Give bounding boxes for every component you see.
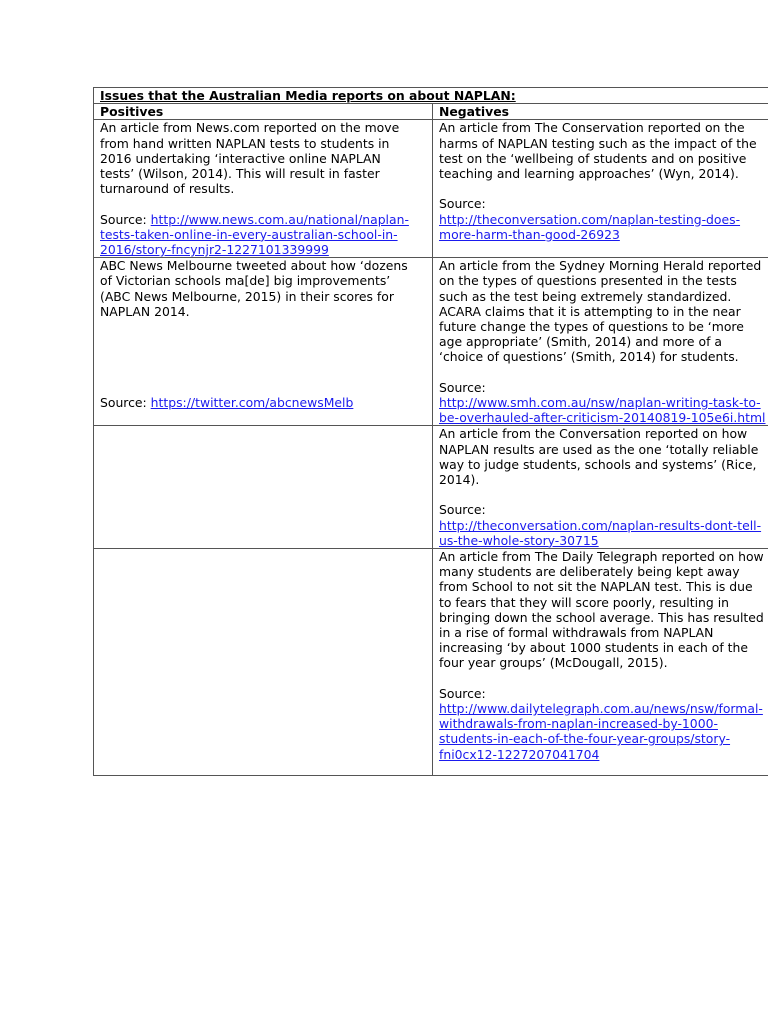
empty-positive-cell	[94, 426, 433, 549]
cell-text-line: turnaround of results.	[100, 181, 235, 197]
source-link[interactable]: be-overhauled-after-criticism-20140819-105e6i.html	[439, 410, 766, 426]
source-link[interactable]: 2016/story-fncynjr2-1227101339999	[100, 242, 329, 258]
source-link[interactable]: http://www.smh.com.au/nsw/naplan-writing-task-to-	[439, 395, 761, 411]
cell-text-line: (ABC News Melbourne, 2015) in their scores for	[100, 288, 394, 304]
source-label: Source:	[439, 685, 486, 701]
cell-text-line: of Victorian schools ma[de] big improvements’	[100, 273, 391, 289]
source-label: Source:	[439, 379, 486, 395]
positive-cell	[94, 120, 433, 258]
cell-text-line: from hand written NAPLAN tests to students in	[100, 135, 390, 151]
table-row	[94, 426, 768, 549]
cell-text-line: teaching and learning approaches’ (Wyn, 2014).	[439, 166, 739, 182]
cell-text-line: four year groups’ (McDougall, 2015).	[439, 655, 668, 671]
table-title: Issues that the Australian Media reports on about NAPLAN:	[94, 88, 768, 104]
header-row	[94, 104, 768, 120]
cell-text-line: NAPLAN 2014.	[100, 303, 190, 319]
cell-text-line: in a rise of formal withdrawals from NAPLAN	[439, 625, 714, 641]
cell-text-line: 2016 undertaking ‘interactive online NAPLAN	[100, 150, 381, 166]
cell-text-line: future change the types of questions to be ‘more	[439, 319, 744, 335]
cell-text-line: An article from the Sydney Morning Herald reported	[439, 258, 762, 274]
source-link[interactable]: fni0cx12-1227207041704	[439, 746, 600, 762]
source-label: Source:	[100, 395, 151, 411]
cell-text-line: on the types of questions presented in the tests	[439, 273, 737, 289]
negative-cell	[433, 258, 768, 426]
cell-text-line: way to judge students, schools and systems’ (Rice,	[439, 456, 757, 472]
negatives-header: Negatives	[433, 104, 768, 120]
title-row	[94, 88, 768, 104]
source-link[interactable]: more-harm-than-good-26923	[439, 226, 620, 242]
negative-cell	[433, 549, 768, 776]
source-link[interactable]: http://theconversation.com/naplan-results-dont-tell-	[439, 517, 762, 533]
cell-text-line: many students are deliberately being kept away	[439, 564, 740, 580]
source-label: Source:	[439, 502, 486, 518]
cell-text-line: 2014).	[439, 472, 480, 488]
cell-text-line: age appropriate’ (Smith, 2014) and more of a	[439, 334, 722, 350]
empty-positive-cell	[94, 549, 433, 776]
source-label: Source:	[439, 196, 486, 212]
cell-text-line: tests’ (Wilson, 2014). This will result in faster	[100, 166, 380, 182]
cell-text-line: increasing ‘by about 1000 students in each of the	[439, 640, 748, 656]
source-link[interactable]: http://theconversation.com/naplan-testing-does-	[439, 211, 741, 227]
source-label: Source:	[100, 211, 151, 227]
cell-text-line: to fears that they will score poorly, resulting in	[439, 594, 730, 610]
cell-text-line: ABC News Melbourne tweeted about how ‘dozens	[100, 258, 408, 274]
table-row	[94, 120, 768, 258]
cell-text-line: from School to not sit the NAPLAN test. This is due	[439, 579, 753, 595]
cell-text-line: ‘choice of questions’ (Smith, 2014) for students.	[439, 349, 739, 365]
cell-text-line: An article from The Conservation reported on the	[439, 120, 745, 136]
cell-text-line: such as the test being extremely standardized.	[439, 288, 732, 304]
source-link[interactable]: us-the-whole-story-30715	[439, 532, 599, 548]
cell-text-line: harms of NAPLAN testing such as the impact of the	[439, 135, 757, 151]
cell-text-line: An article from News.com reported on the move	[100, 120, 400, 136]
cell-text-line: An article from The Daily Telegraph reported on how	[439, 549, 764, 565]
negative-cell	[433, 120, 768, 258]
cell-text-line: NAPLAN results are used as the one ‘totally reliable	[439, 441, 759, 457]
cell-text-line: ACARA claims that it is attempting to in the near	[439, 303, 741, 319]
cell-text-line: An article from the Conversation reported on how	[439, 426, 748, 442]
source-link[interactable]: withdrawals-from-naplan-increased-by-1000-	[439, 716, 718, 732]
source-link[interactable]: tests-taken-online-in-every-australian-school-in-	[100, 226, 398, 242]
source-link[interactable]: http://www.news.com.au/national/naplan-	[150, 211, 409, 227]
source-link[interactable]: http://www.dailytelegraph.com.au/news/nsw/formal-	[439, 701, 763, 717]
positive-cell	[94, 258, 433, 426]
cell-text-line: test on the ‘wellbeing of students and on positive	[439, 150, 747, 166]
positives-header: Positives	[94, 104, 433, 120]
source-link[interactable]: https://twitter.com/abcnewsMelb	[150, 395, 354, 411]
table-row	[94, 549, 768, 776]
source-link[interactable]: students-in-each-of-the-four-year-groups/story-	[439, 731, 731, 747]
table-row	[94, 258, 768, 426]
negative-cell	[433, 426, 768, 549]
cell-text-line: bringing down the school average. This has resulted	[439, 609, 764, 625]
naplan-issues-table	[93, 87, 768, 776]
